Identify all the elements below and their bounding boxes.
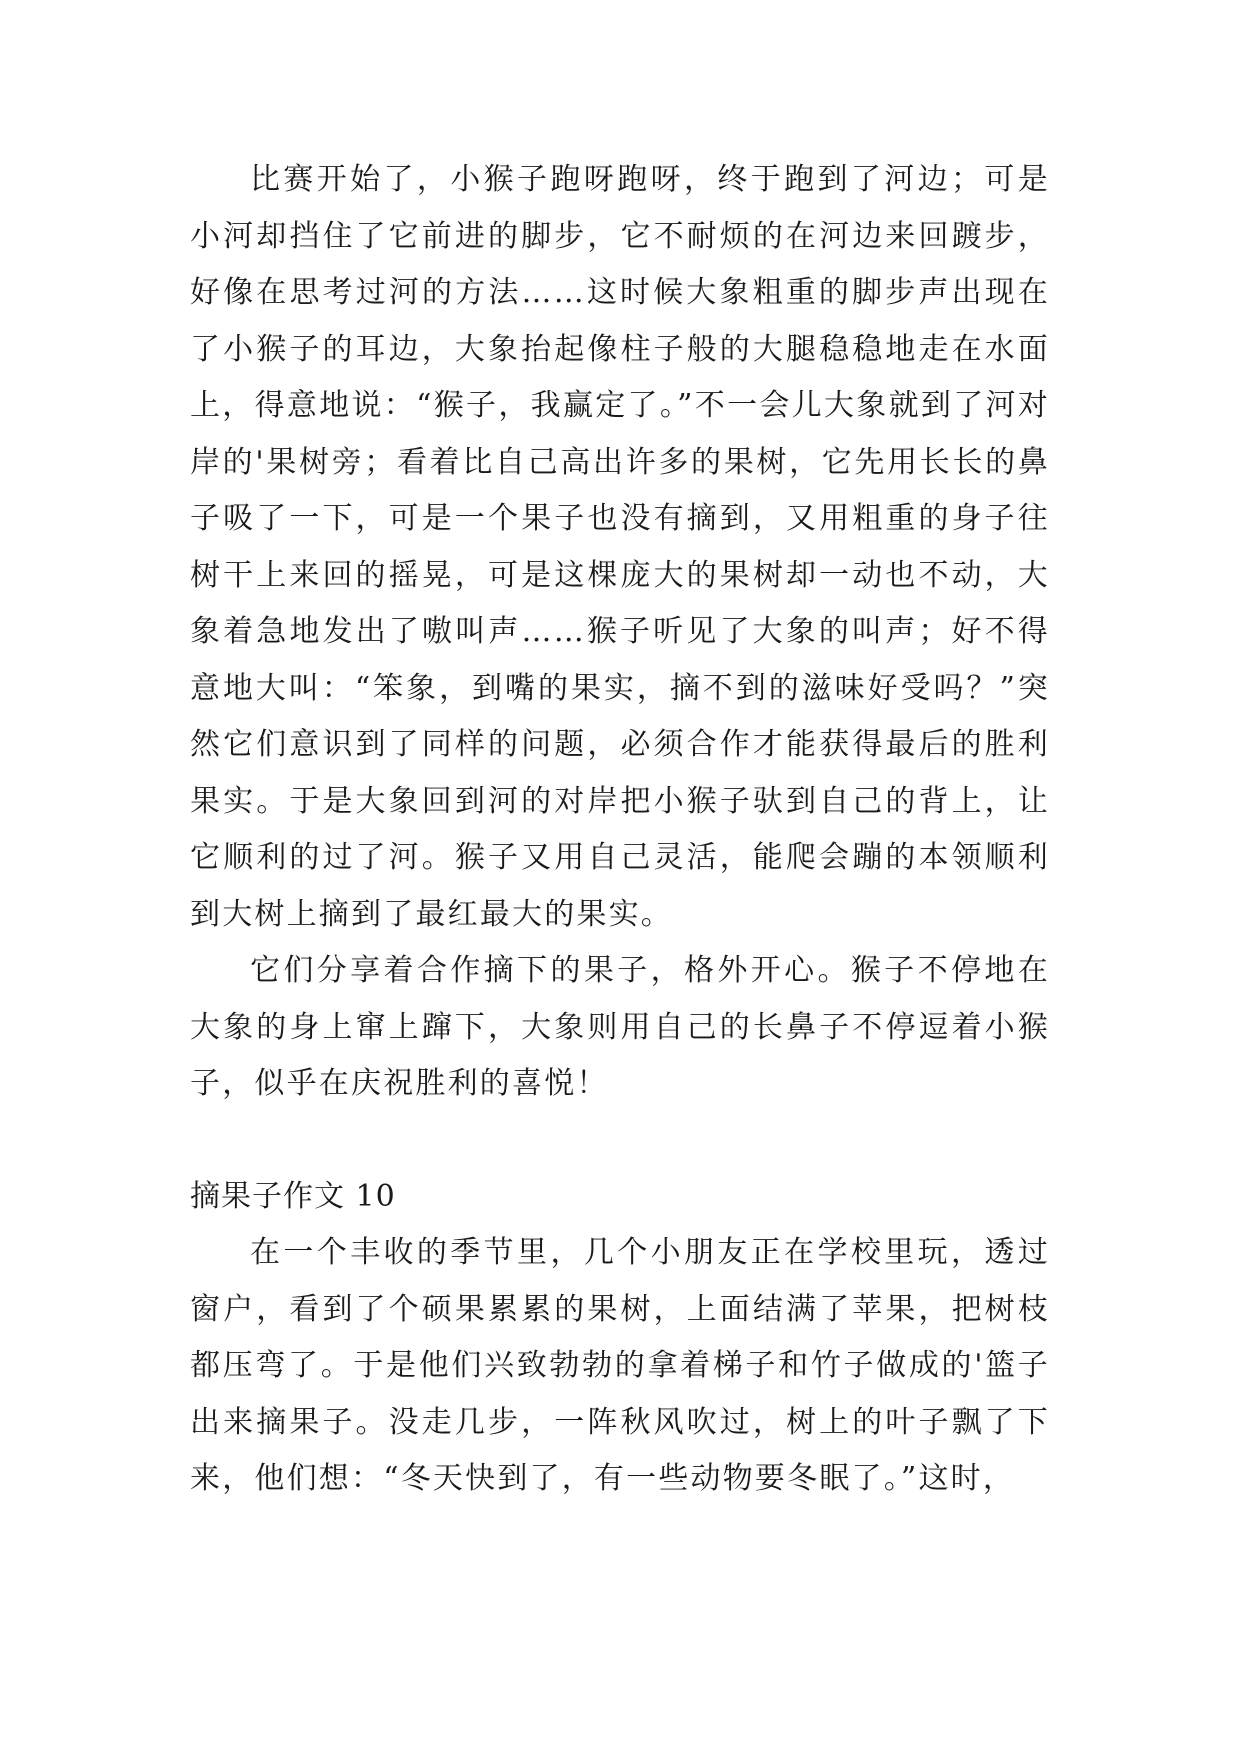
story-paragraph-1: 比赛开始了，小猴子跑呀跑呀，终于跑到了河边；可是小河却挡住了它前进的脚步，它不耐烦的在河边来回踱步，好像在思考过河的方法……这时候大象粗重的脚步声出现在了小猴子的耳边，大象抬起像柱子般的大腿稳稳地走在水面上，得意地说：“猴子，我赢定了。”不一会儿大象就到了河对岸的'果树旁；看着比自己高出许多的果树，它先用长长的鼻子吸了一下，可是一个果子也没有摘到，又用粗重的身子往树干上来回的摇晃，可是这棵庞大的果树却一动也不动，大象着急地发出了嗷叫声……猴子听见了大象的叫声；好不得意地大叫：“笨象，到嘴的果实，摘不到的滋味好受吗？”突然它们意识到了同样的问题，必须合作才能获得最后的胜利果实。于是大象回到河的对岸把小猴子驮到自己的背上，让它顺利的过了河。猴子又用自己灵活，能爬会蹦的本领顺利到大树上摘到了最红最大的果实。 [190,162,1050,932]
section-title: 摘果子作文 10 [190,1178,396,1214]
section-paragraph: 在一个丰收的季节里，几个小朋友正在学校里玩，透过窗户，看到了个硕果累累的果树，上面结满了苹果，把树枝都压弯了。于是他们兴致勃勃的拿着梯子和竹子做成的'篮子出来摘果子。没走几步，一阵秋风吹过，树上的叶子飘了下来，他们想：“冬天快到了，有一些动物要冬眠了。”这时， [190,1235,1050,1496]
story-paragraph-2: 它们分享着合作摘下的果子，格外开心。猴子不停地在大象的身上窜上蹿下，大象则用自己的长鼻子不停逗着小猴子，似乎在庆祝胜利的喜悦！ [190,953,1050,1101]
section-spacer [190,1113,1050,1169]
document-page [190,152,1050,1508]
